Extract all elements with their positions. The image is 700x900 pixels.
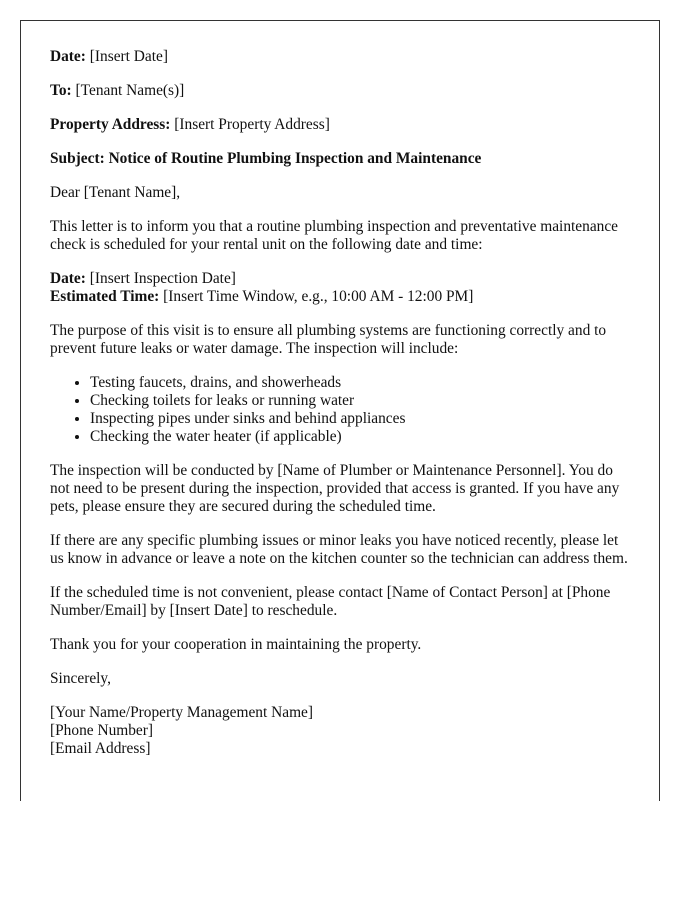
subject-text: Subject: Notice of Routine Plumbing Inspection and Maintenance xyxy=(50,150,482,167)
checklist-item: • Testing faucets, drains, and showerheads xyxy=(90,374,630,392)
recipient-value: [Tenant Name(s)] xyxy=(75,82,185,99)
property-address-label: Property Address: xyxy=(50,116,171,133)
estimated-time-line xyxy=(50,288,630,306)
date-label: Date: xyxy=(50,48,86,65)
inspection-date-line xyxy=(50,270,630,288)
estimated-time-label: Estimated Time: xyxy=(50,288,160,305)
thanks-paragraph: Thank you for your cooperation in maintaining the property. xyxy=(50,636,422,653)
date-line xyxy=(50,48,630,66)
subject-line xyxy=(50,150,630,168)
reschedule-paragraph: If the scheduled time is not convenient, please contact [Name of Contact Person] at [Phone Number/Email] by [Insert Date] to reschedule. xyxy=(50,584,611,619)
letter-document xyxy=(20,20,660,801)
intro-paragraph: This letter is to inform you that a routine plumbing inspection and preventative maintenance check is scheduled for your rental unit on the following date and time: xyxy=(50,218,619,253)
inspection-date-value: [Insert Inspection Date] xyxy=(89,270,236,287)
conducted-by-paragraph: The inspection will be conducted by [Name of Plumber or Maintenance Personnel]. You do not need to be present during the inspection, provided that access is granted. If you have any pets, please ensure they are secured during the scheduled time. xyxy=(50,462,620,515)
signature-phone: [Phone Number] xyxy=(50,722,154,739)
checklist-item: • Checking the water heater (if applicable) xyxy=(90,428,630,446)
closing: Sincerely, xyxy=(50,670,111,687)
recipient-label: To: xyxy=(50,82,72,99)
signature-name: [Your Name/Property Management Name] xyxy=(50,704,314,721)
checklist-item: • Inspecting pipes under sinks and behind appliances xyxy=(90,410,630,428)
purpose-paragraph: The purpose of this visit is to ensure all plumbing systems are functioning correctly and to prevent future leaks or water damage. The inspection will include: xyxy=(50,322,607,357)
date-value: [Insert Date] xyxy=(89,48,168,65)
salutation: Dear [Tenant Name], xyxy=(50,184,181,201)
schedule-block xyxy=(50,270,630,306)
signature-email: [Email Address] xyxy=(50,740,151,757)
issues-paragraph: If there are any specific plumbing issues or minor leaks you have noticed recently, please let us know in advance or leave a note on the kitchen counter so the technician can address them. xyxy=(50,532,628,567)
recipient-line xyxy=(50,82,630,100)
property-address-line xyxy=(50,116,630,134)
checklist-item: • Checking toilets for leaks or running water xyxy=(90,392,630,410)
inspection-date-label: Date: xyxy=(50,270,86,287)
signature-block xyxy=(50,704,630,758)
estimated-time-value: [Insert Time Window, e.g., 10:00 AM - 12:00 PM] xyxy=(163,288,474,305)
inspection-checklist xyxy=(50,374,630,446)
property-address-value: [Insert Property Address] xyxy=(174,116,330,133)
